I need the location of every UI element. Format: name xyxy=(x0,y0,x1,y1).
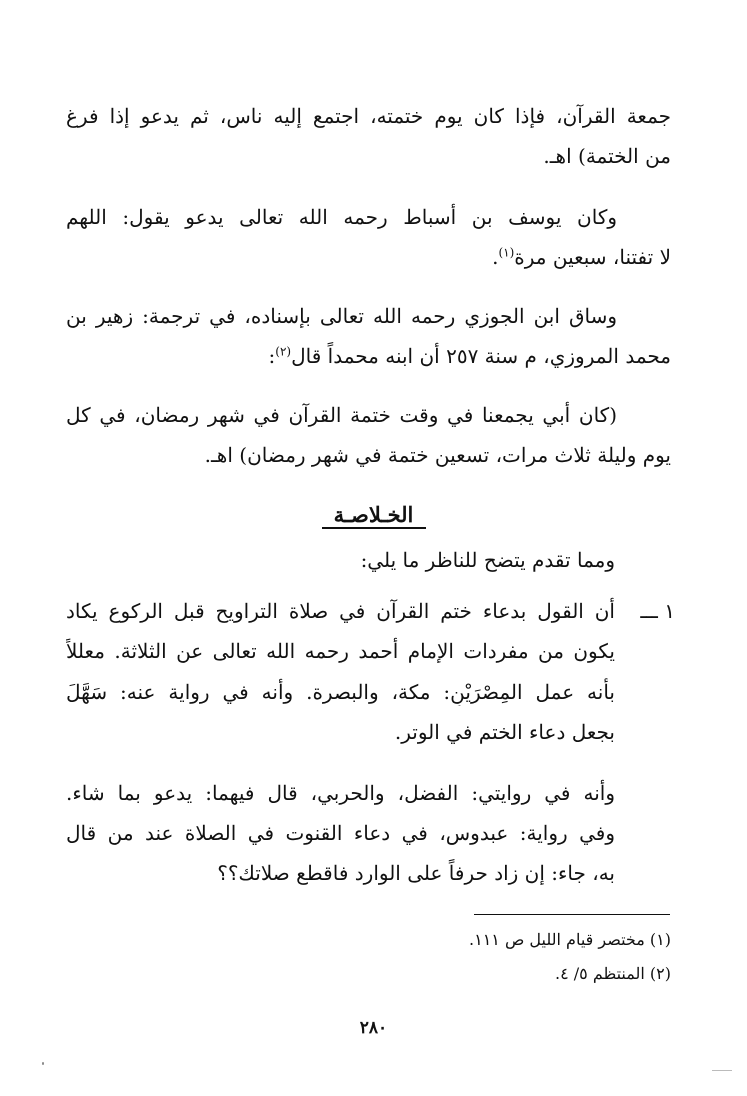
paragraph-3-line-2-text: محمد المروزي، م سنة ٢٥٧ أن ابنه محمداً قال xyxy=(291,344,671,368)
item-1-line-3: بأنه عمل المِصْرَيْنِ: مكة، والبصرة. وأنه في رواية عنه: سَهَّلَ xyxy=(66,680,615,704)
paragraph-4-line-1: (كان أبي يجمعنا في وقت ختمة القرآن في شهر رمضان، في كل xyxy=(66,403,617,427)
paragraph-4-line-2: يوم وليلة ثلاث مرات، تسعين ختمة في شهر رمضان) اهـ. xyxy=(204,443,671,467)
footnote-1: (١) مختصر قيام الليل ص ١١١. xyxy=(469,930,671,949)
item-1-line-5: وأنه في روايتي: الفضل، والحربي، قال فيهما: يدعو بما شاء. xyxy=(66,781,615,805)
paragraph-2-line-2 xyxy=(66,243,671,271)
section-heading-underline xyxy=(322,527,426,529)
footnote-separator xyxy=(474,914,670,915)
paragraph-2-line-2-text: لا تفتنا، سبعين مرة xyxy=(514,245,671,269)
item-1-line-4: بجعل دعاء الختم في الوتر. xyxy=(394,720,615,744)
scan-speck xyxy=(712,1070,732,1071)
page-number: ٢٨٠ xyxy=(359,1018,388,1038)
scan-speck xyxy=(42,1062,44,1065)
paragraph-3-line-2-end: : xyxy=(268,344,276,368)
paragraph-1-line-1: جمعة القرآن، فإذا كان يوم ختمته، اجتمع إليه ناس، ثم يدعو إذا فرغ xyxy=(66,104,671,128)
item-1-line-2: يكون من مفردات الإمام أحمد رحمه الله تعالى عن الثلاثة. معللاً xyxy=(66,639,615,663)
conclusion-intro: ومما تقدم يتضح للناظر ما يلي: xyxy=(360,548,615,572)
paragraph-2-line-2-end: . xyxy=(492,245,499,269)
footnote-2: (٢) المنتظم ٥/ ٤. xyxy=(554,964,671,983)
paragraph-1-line-2: من الختمة) اهـ. xyxy=(543,144,671,168)
paragraph-2-line-1: وكان يوسف بن أسباط رحمه الله تعالى يدعو يقول: اللهم xyxy=(66,205,617,229)
item-1-line-1: أن القول بدعاء ختم القرآن في صلاة التراويح قبل الركوع يكاد xyxy=(66,599,615,623)
item-1-line-6: وفي رواية: عبدوس، في دعاء القنوت في الصلاة عند من قال xyxy=(66,821,615,845)
item-1-number: ١ ـــ xyxy=(640,599,675,623)
paragraph-3-line-1: وساق ابن الجوزي رحمه الله تعالى بإسناده، في ترجمة: زهير بن xyxy=(66,304,617,328)
item-1-line-7: به، جاء: إن زاد حرفاً على الوارد فاقطع صلاتك؟؟ xyxy=(217,861,615,885)
footnote-ref-2: (٢) xyxy=(275,344,292,359)
paragraph-3-line-2 xyxy=(66,342,671,370)
footnote-ref-1: (١) xyxy=(498,245,515,260)
section-heading: الخـلاصـة xyxy=(333,502,414,527)
